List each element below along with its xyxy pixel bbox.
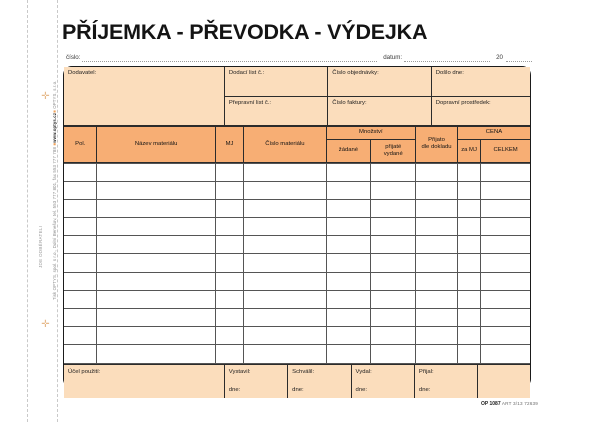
item-cell[interactable] [457,327,480,345]
item-cell[interactable] [371,254,416,272]
received-per-doc-line1: Přijato [428,137,445,144]
column-header-quantity-requested: žádané [326,139,371,162]
document-number-label: číslo: [66,54,81,61]
item-cell[interactable] [416,236,458,254]
received-per-doc-line2: dle dokladu [421,144,452,150]
item-cell[interactable] [64,272,97,290]
item-cell[interactable] [215,309,244,327]
item-cell[interactable] [244,199,326,217]
item-cell[interactable] [481,290,530,308]
item-cell[interactable] [97,309,215,327]
item-cell[interactable] [457,163,480,181]
document-meta-line [66,50,532,62]
item-cell[interactable] [457,272,480,290]
column-header-quantity-issued [371,139,416,162]
imprint-separator-icon: ■ [52,110,57,113]
field-released-by[interactable] [351,364,414,398]
item-cell[interactable] [481,327,530,345]
field-transport-note[interactable]: Přepravní list č.: [224,96,327,125]
item-cell[interactable] [371,327,416,345]
item-cell[interactable] [215,218,244,236]
imprint-suffix: OPTYS, s.r.o. [52,80,57,111]
form-table-block [63,66,531,394]
column-header-quantity-group: Množství [326,126,416,139]
field-footer-spare[interactable] [478,364,530,398]
item-cell[interactable] [97,345,215,363]
item-cell[interactable] [481,181,530,199]
item-cell[interactable] [416,218,458,236]
item-cell[interactable] [97,327,215,345]
header-fields-table [64,67,530,126]
quantity-issued-line2: vydané [383,150,403,157]
table-row [64,309,530,327]
table-row [64,199,530,217]
table-row [64,345,530,363]
item-cell[interactable] [244,327,326,345]
item-cell[interactable] [326,290,371,308]
item-cell[interactable] [244,181,326,199]
publisher-imprint [52,81,57,300]
item-cell[interactable] [481,254,530,272]
table-row [64,327,530,345]
item-cell[interactable] [416,254,458,272]
field-issued-by-label: Vystavil: [228,368,251,375]
field-released-by-label: Vydal: [355,368,372,375]
item-cell[interactable] [371,272,416,290]
item-cell[interactable] [371,218,416,236]
table-row [64,218,530,236]
item-cell[interactable] [457,181,480,199]
field-received-by[interactable] [414,364,477,398]
item-cell[interactable] [457,218,480,236]
table-row [64,126,530,139]
item-cell[interactable] [215,345,244,363]
item-cell[interactable] [64,181,97,199]
item-cell[interactable] [457,236,480,254]
item-cell[interactable] [371,199,416,217]
item-cell[interactable] [97,218,215,236]
item-cell[interactable] [97,236,215,254]
item-cell[interactable] [481,309,530,327]
column-header-item-no: Pol. [64,126,97,162]
field-purpose-label: Účel použití: [68,368,101,375]
table-row [64,67,530,96]
field-invoice-number[interactable]: Číslo faktury: [328,96,431,125]
column-header-unit: MJ [215,126,244,162]
item-cell[interactable] [97,163,215,181]
item-cell[interactable] [64,199,97,217]
item-cell[interactable] [215,272,244,290]
page-title: PŘÍJEMKA - PŘEVODKA - VÝDEJKA [62,20,428,44]
item-cell[interactable] [64,290,97,308]
perforation-line-inner [57,0,58,422]
product-code [481,401,538,407]
table-row [64,272,530,290]
item-cell[interactable] [457,345,480,363]
item-cell[interactable] [481,163,530,181]
signature-footer-table [64,364,530,399]
document-date-rule[interactable] [404,54,490,62]
item-cell[interactable] [64,345,97,363]
column-header-price-per-unit: za MJ [457,139,480,162]
item-cell[interactable] [326,272,371,290]
item-cell[interactable] [97,254,215,272]
item-cell[interactable] [326,236,371,254]
field-approved-by-label: Schválil: [292,368,315,375]
item-cell[interactable] [416,163,458,181]
table-row [64,163,530,181]
item-cell[interactable] [326,327,371,345]
perforation-mark-icon: ✛ [41,91,50,102]
item-cell[interactable] [481,345,530,363]
item-cell[interactable] [416,181,458,199]
item-cell[interactable] [64,163,97,181]
field-issued-by-date-label: dne: [228,387,241,394]
field-approved-by[interactable] [288,364,351,398]
table-row [64,236,530,254]
item-cell[interactable] [371,290,416,308]
item-cell[interactable] [457,290,480,308]
item-cell[interactable] [244,309,326,327]
item-cell[interactable] [215,290,244,308]
field-delivery-note[interactable]: Dodací list č.: [224,67,327,96]
imprint-separator-icon: ■ [52,142,57,146]
field-order-number[interactable]: Číslo objednávky: [328,67,431,96]
field-issued-by[interactable] [224,364,287,398]
item-cell[interactable] [215,327,244,345]
item-cell[interactable] [326,345,371,363]
item-cell[interactable] [371,309,416,327]
item-cell[interactable] [244,236,326,254]
field-received-by-date-label: dne: [418,387,431,394]
table-row [64,254,530,272]
item-cell[interactable] [416,345,458,363]
item-cell[interactable] [416,272,458,290]
item-cell[interactable] [481,218,530,236]
item-cell[interactable] [481,199,530,217]
item-cell[interactable] [326,218,371,236]
item-cell[interactable] [215,163,244,181]
item-cell[interactable] [97,199,215,217]
item-cell[interactable] [326,181,371,199]
product-code-reference: ART 3/13 72639 [501,401,538,406]
item-cell[interactable] [244,272,326,290]
column-header-material-number: Číslo materiálu [244,126,326,162]
column-header-material-name: Název materiálu [97,126,215,162]
item-cell[interactable] [244,218,326,236]
product-code-main: OP 1087 [480,401,501,407]
document-year-rule[interactable] [506,54,532,62]
document-number-rule[interactable] [82,54,377,62]
item-cell[interactable] [244,163,326,181]
item-cell[interactable] [215,181,244,199]
item-cell[interactable] [326,199,371,217]
item-cell[interactable] [64,254,97,272]
item-cell[interactable] [326,254,371,272]
item-cell[interactable] [371,163,416,181]
column-header-price-group: CENA [457,126,530,139]
item-cell[interactable] [416,327,458,345]
item-cell[interactable] [215,199,244,217]
item-cell[interactable] [481,272,530,290]
field-transport-means[interactable]: Dopravní prostředek: [431,96,530,125]
item-cell[interactable] [215,254,244,272]
field-approved-by-date-label: dne: [292,387,304,394]
table-row [64,364,530,398]
item-cell[interactable] [416,290,458,308]
field-supplier[interactable]: Dodavatel: [64,67,224,125]
item-cell[interactable] [416,309,458,327]
item-cell[interactable] [64,309,97,327]
items-column-headers [64,126,530,163]
field-purpose[interactable] [64,364,224,398]
item-cell[interactable] [326,309,371,327]
imprint-brand: www.optys.cz [52,112,57,143]
item-cell[interactable] [244,254,326,272]
field-received-by-label: Přijal: [418,368,434,375]
item-cell[interactable] [326,163,371,181]
item-cell[interactable] [371,181,416,199]
item-cell[interactable] [457,309,480,327]
item-cell[interactable] [481,236,530,254]
item-cell[interactable] [64,236,97,254]
item-cell[interactable] [64,327,97,345]
perforation-line-outer [27,0,28,422]
item-cell[interactable] [244,290,326,308]
item-cell[interactable] [371,345,416,363]
document-year-prefix: 20 [496,54,503,61]
item-cell[interactable] [64,218,97,236]
field-released-by-date-label: dne: [355,387,368,394]
item-cell[interactable] [244,345,326,363]
item-cell[interactable] [457,199,480,217]
column-header-received-per-doc [416,126,458,162]
item-cell[interactable] [371,236,416,254]
table-row [64,290,530,308]
item-cell[interactable] [97,272,215,290]
imprint-prefix: Tisk OPTYS, spol. s r.o., Dolní Benešov, tel. 553 777 801, fax 553 777 788 [52,145,57,300]
field-arrived-on[interactable]: Došlo dne: [431,67,530,96]
item-cell[interactable] [457,254,480,272]
perforation-mark-icon: ✛ [41,319,50,330]
quantity-issued-line1: přijaté [385,143,402,150]
item-cell[interactable] [97,181,215,199]
item-cell[interactable] [97,290,215,308]
item-cell[interactable] [215,236,244,254]
item-cell[interactable] [416,199,458,217]
table-row [64,181,530,199]
column-header-price-total: CELKEM [481,139,530,162]
margin-copy-label: JDE ODBĚRATELI [38,225,43,268]
document-date-label: datum: [383,54,403,61]
items-body-rows [64,163,530,364]
